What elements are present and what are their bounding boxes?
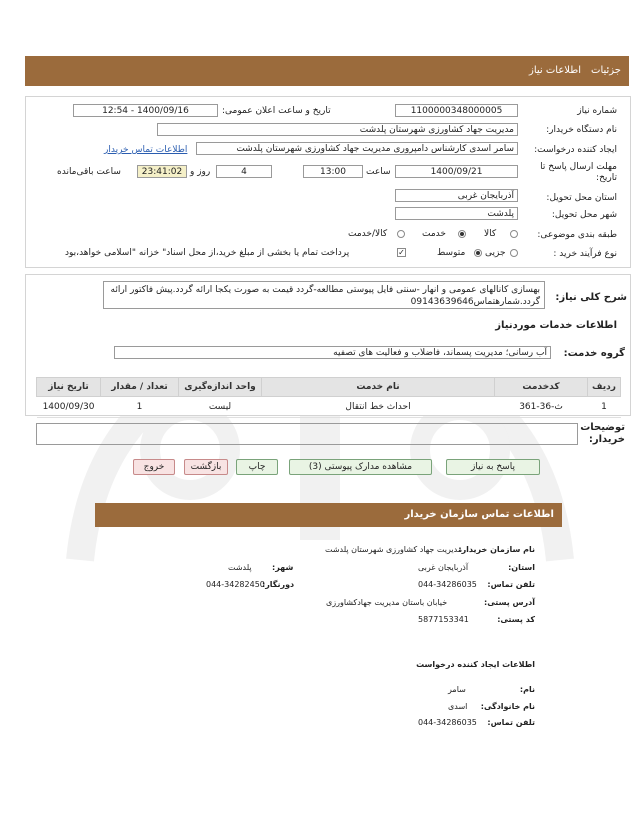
cell-date: 1400/09/30	[37, 397, 101, 418]
contact-city-label: شهر:	[272, 563, 294, 572]
creator-section-title: اطلاعات ایجاد کننده درخواست	[416, 660, 535, 669]
contact-postal-value: 5877153341	[418, 615, 469, 624]
process-radio-medium[interactable]	[474, 249, 482, 257]
creator-last-name-label: نام خانوادگی:	[480, 702, 535, 711]
city-label: شهر محل تحویل:	[551, 210, 617, 220]
buyer-org-label: نام دستگاه خریدار:	[546, 125, 617, 135]
creator-last-name-value: اسدی	[448, 702, 468, 711]
creator-label: ایجاد کننده درخواست:	[534, 145, 617, 155]
remaining-label: ساعت باقی‌مانده	[57, 167, 121, 177]
cell-qty: 1	[101, 397, 179, 418]
city-field: پلدشت	[395, 207, 518, 220]
attachments-button[interactable]: مشاهده مدارک پیوستی (3)	[289, 459, 432, 475]
col-row: ردیف	[588, 378, 621, 397]
contact-title: اطلاعات تماس سازمان خریدار	[404, 509, 554, 520]
contact-fax-value: 044-34282450	[206, 580, 265, 589]
creator-first-name-label: نام:	[519, 685, 535, 694]
announce-label: تاریخ و ساعت اعلان عمومی:	[222, 106, 331, 116]
days-label: روز و	[190, 167, 211, 177]
col-code: کدخدمت	[495, 378, 588, 397]
category-option-goods: کالا	[484, 229, 497, 239]
province-field: آذربایجان غربی	[395, 189, 518, 202]
category-radio-goods-service[interactable]	[397, 230, 405, 238]
services-section-title: اطلاعات خدمات موردنیاز	[495, 320, 617, 331]
category-option-service: خدمت	[422, 229, 446, 239]
tab-details[interactable]: جزئیات	[591, 65, 621, 76]
tab-need-info[interactable]: اطلاعات نیاز	[529, 65, 581, 76]
service-group-label: گروه خدمت:	[563, 348, 625, 359]
service-group-field: آب رسانی؛ مدیریت پسماند، فاضلاب و فعالیت های تصفیه	[114, 346, 551, 359]
org-name-label: نام سازمان خریدار:	[458, 545, 535, 554]
deadline-time-field: 13:00	[303, 165, 363, 178]
buyer-notes-label: توضیحات خریدار:	[580, 422, 625, 445]
payment-checkbox[interactable]: ✓	[398, 248, 405, 257]
category-label: طبقه بندی موضوعی:	[537, 230, 617, 240]
category-option-goods-service: کالا/خدمت	[348, 229, 388, 239]
header-bar	[25, 56, 629, 86]
need-number-field: 1100000348000005	[395, 104, 518, 117]
print-button[interactable]: چاپ	[236, 459, 278, 475]
col-qty: تعداد / مقدار	[101, 378, 179, 397]
contact-province-label: استان:	[508, 563, 535, 572]
contact-phone-label: تلفن تماس:	[487, 580, 535, 589]
reply-button[interactable]: پاسخ به نیاز	[446, 459, 540, 475]
contact-address-value: خیابان باستان مدیریت جهادکشاورزی	[326, 598, 448, 607]
org-name-value: مدیریت جهاد کشاورزی شهرستان پلدشت	[325, 545, 463, 554]
back-button[interactable]: بازگشت	[184, 459, 228, 475]
description-box: بهسازی کانالهای عمومی و انهار -سنتی فایل پیوستی مطالعه-گردد قیمت به صورت یکجا ارائه گردد.پیش فاکتور ارائه گردد.شمارهتماس09143639646	[103, 281, 545, 309]
process-radio-minor[interactable]	[510, 249, 518, 257]
contact-title-bar	[95, 503, 562, 527]
table-header-row	[37, 378, 621, 397]
buyer-org-field: مدیریت جهاد کشاورزی شهرستان پلدشت	[157, 123, 518, 136]
deadline-date-field: 1400/09/21	[395, 165, 518, 178]
cell-name: احداث خط انتقال	[262, 397, 495, 418]
remaining-time-field: 23:41:02	[137, 165, 187, 178]
col-unit: واحد اندازه‌گیری	[179, 378, 262, 397]
category-radio-service[interactable]	[458, 230, 466, 238]
cell-code: ث-36-361	[495, 397, 588, 418]
creator-phone-label: تلفن تماس:	[487, 718, 535, 727]
creator-first-name-value: سامر	[448, 685, 466, 694]
buyer-contact-link[interactable]: اطلاعات تماس خریدار	[104, 145, 188, 155]
process-option-minor: جزیی	[485, 248, 506, 258]
need-number-label: شماره نیاز	[577, 106, 617, 116]
col-name: نام خدمت	[262, 378, 495, 397]
process-label: نوع فرآیند خرید :	[553, 249, 617, 259]
province-label: استان محل تحویل:	[546, 193, 617, 203]
col-date: تاریخ نیاز	[37, 378, 101, 397]
contact-postal-label: کد پستی:	[497, 615, 535, 624]
cell-row: 1	[588, 397, 621, 418]
process-option-medium: متوسط	[437, 248, 466, 258]
services-table	[36, 377, 621, 418]
cell-unit: لیست	[179, 397, 262, 418]
description-label: شرح کلی نیاز:	[555, 292, 627, 303]
payment-text: پرداخت تمام یا بخشی از مبلغ خرید،از محل اسناد" خزانه "اسلامی خواهد،بود	[65, 248, 350, 258]
creator-field: سامر اسدی کارشناس دامپروری مدیریت جهاد کشاورزی شهرستان پلدشت	[196, 142, 518, 155]
table-row	[37, 397, 621, 418]
contact-city-value: پلدشت	[228, 563, 252, 572]
contact-province-value: آذربایجان غربی	[418, 563, 469, 572]
announce-field: 1400/09/16 - 12:54	[73, 104, 218, 117]
exit-button[interactable]: خروج	[133, 459, 175, 475]
time-label: ساعت	[366, 167, 391, 177]
buyer-notes-box	[36, 423, 578, 445]
category-radio-goods[interactable]	[510, 230, 518, 238]
creator-phone-value: 044-34286035	[418, 718, 477, 727]
contact-fax-label: دورنگار:	[262, 580, 295, 589]
days-field: 4	[216, 165, 272, 178]
contact-address-label: آدرس پستی:	[484, 598, 535, 607]
deadline-label: مهلت ارسال پاسخ تا تاریخ:	[540, 162, 617, 183]
contact-phone-value: 044-34286035	[418, 580, 477, 589]
